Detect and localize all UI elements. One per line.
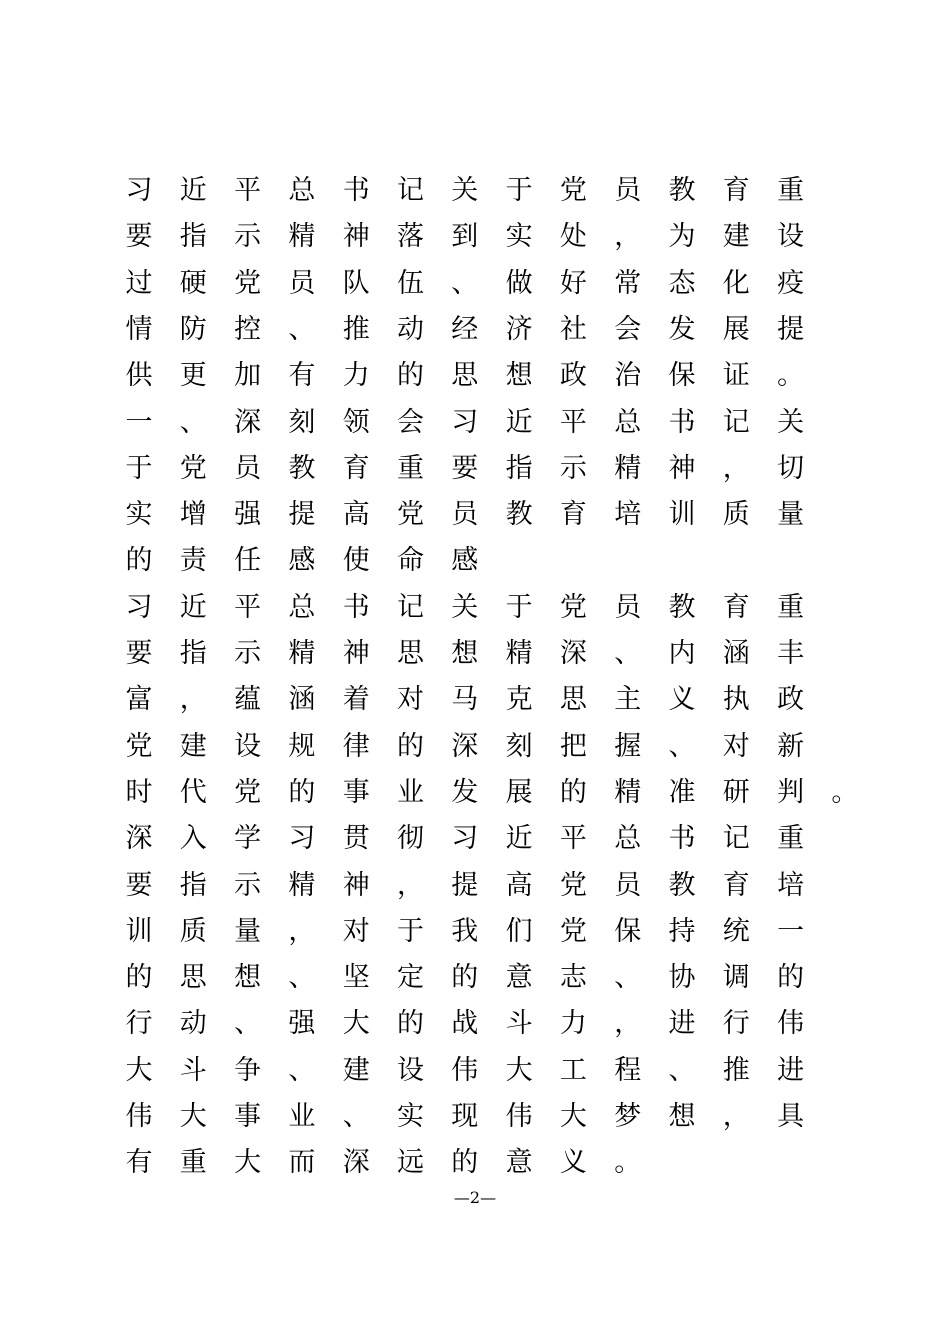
document-page: 习 近 平 总 书 记 关 于 党 员 教 育 重 要 指 示 精 神 落 到 实 处 ， 为 建 设 过 硬 党 员 队 伍 、 做 好 常 态 化 疫 情 防 控 、 推 动 经 济 社 会 发 展 提 供 更 加 有 力 的 思 想 政 治 保 证 。 一 、 深 刻 领 会 习 近 平 总 书 记 关 于 党 员 教 育 重 要 指 示 精 神 ， 切 实 增 强 提 高 党 员 教 育 培 训 质 量 的 责 任 感 使 命 感 习 近 平 总 书 记 关 于 党 员 教 育 重 要 指 示 精 神 思 想 精 深 、 内 涵 丰 富 ， 蕴 涵 着 对 马 克 思 主 义 执 政 党 建 设 规 律 的 深 刻 把 握 、 对 新 时 代 党 的 事 业 发 展 的 精 准 研 判 。 深 入 学 习 贯 彻 习 近 平 总 书 记 重 要 指 示 精 神 ， 提 高 党 员 教 育 培 训 质 量 ， 对 于 我 们 党 保 持 统 一 的 思 想 、 坚 定 的 意 志 、 协 调 的 行 动 、 强 大 的 战 斗 力 ， 进 行 伟 大 斗 争 、 建 设 伟 大 工 程 、 推 进 伟 大 事 业 、 实 现 伟 大 梦 想 ， 具 有 重 大 而 深 远 的 意 义 。 —2— (0, 0, 950, 1344)
page-number: —2— (453, 1188, 497, 1207)
